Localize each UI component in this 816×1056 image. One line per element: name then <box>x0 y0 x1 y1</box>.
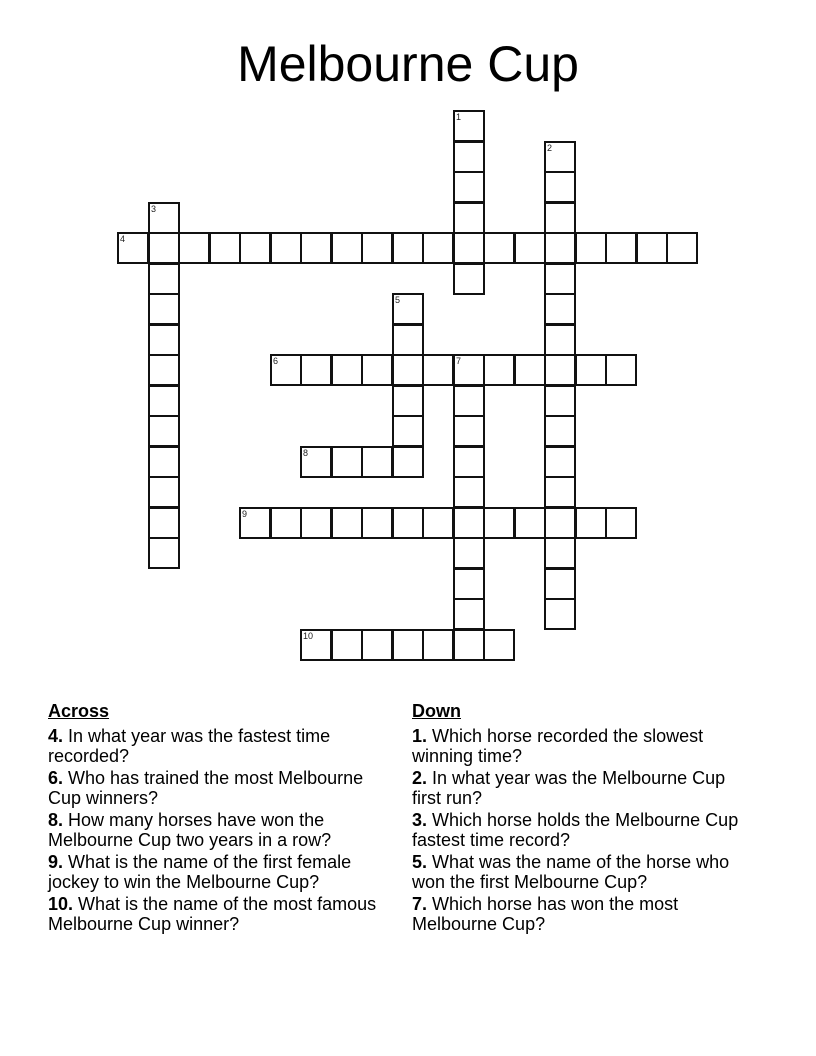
clue-down-3 <box>412 810 757 850</box>
grid-cell[interactable] <box>148 385 180 417</box>
clue-down-5 <box>412 852 757 892</box>
crossword-grid <box>117 110 702 670</box>
grid-cell[interactable] <box>453 415 485 447</box>
grid-cell[interactable] <box>148 537 180 569</box>
grid-cell[interactable] <box>514 507 546 539</box>
grid-cell[interactable] <box>148 263 180 295</box>
grid-cell[interactable] <box>483 629 515 661</box>
grid-cell[interactable] <box>392 629 424 661</box>
grid-cell[interactable] <box>361 507 393 539</box>
grid-cell[interactable] <box>453 385 485 417</box>
grid-cell[interactable] <box>575 232 607 264</box>
clue-number: 4. <box>48 726 64 746</box>
grid-cell[interactable] <box>544 141 576 173</box>
grid-cell[interactable] <box>453 476 485 508</box>
grid-cell[interactable] <box>544 476 576 508</box>
grid-cell[interactable] <box>392 385 424 417</box>
grid-cell[interactable] <box>392 232 424 264</box>
grid-cell[interactable] <box>422 507 454 539</box>
grid-cell[interactable] <box>331 232 363 264</box>
grid-cell[interactable] <box>148 476 180 508</box>
grid-cell[interactable] <box>392 354 424 386</box>
down-clues <box>412 700 757 936</box>
grid-cell[interactable] <box>544 537 576 569</box>
grid-cell[interactable] <box>270 232 302 264</box>
clue-across-6 <box>48 768 383 808</box>
clue-number: 2. <box>412 768 428 788</box>
grid-cell[interactable] <box>148 446 180 478</box>
grid-cell[interactable] <box>300 232 332 264</box>
down-heading: Down <box>412 701 461 721</box>
clue-across-10 <box>48 894 383 934</box>
grid-cell[interactable] <box>361 354 393 386</box>
grid-cell[interactable] <box>453 202 485 234</box>
grid-cell[interactable] <box>331 507 363 539</box>
grid-cell[interactable] <box>453 141 485 173</box>
clue-text: Which horse recorded the slowest winning time? <box>412 726 704 766</box>
grid-cell[interactable] <box>544 385 576 417</box>
cell-number: 10 <box>303 631 314 641</box>
grid-cell[interactable] <box>544 415 576 447</box>
grid-cell[interactable] <box>209 232 241 264</box>
grid-cell[interactable] <box>453 568 485 600</box>
across-heading: Across <box>48 701 110 721</box>
grid-cell[interactable] <box>544 324 576 356</box>
grid-cell[interactable] <box>239 507 271 539</box>
grid-cell[interactable] <box>453 598 485 630</box>
grid-cell[interactable] <box>514 354 546 386</box>
grid-cell[interactable] <box>148 293 180 325</box>
grid-cell[interactable] <box>422 629 454 661</box>
cell-number: 9 <box>242 509 248 519</box>
grid-cell[interactable] <box>453 507 485 539</box>
clue-text: Which horse has won the most Melbourne Cup? <box>412 894 679 934</box>
clue-across-4 <box>48 726 383 766</box>
clue-text: How many horses have won the Melbourne Cup two years in a row? <box>48 810 332 850</box>
grid-cell[interactable] <box>544 598 576 630</box>
grid-cell[interactable] <box>148 415 180 447</box>
cell-number: 8 <box>303 448 309 458</box>
clue-down-2 <box>412 768 757 808</box>
grid-cell[interactable] <box>148 324 180 356</box>
grid-cell[interactable] <box>331 629 363 661</box>
clue-number: 1. <box>412 726 428 746</box>
grid-cell[interactable] <box>148 354 180 386</box>
clue-text: What is the name of the most famous Melbourne Cup winner? <box>48 894 377 934</box>
clue-number: 7. <box>412 894 428 914</box>
clue-across-9 <box>48 852 383 892</box>
grid-cell[interactable] <box>453 446 485 478</box>
grid-cell[interactable] <box>361 629 393 661</box>
grid-cell[interactable] <box>300 354 332 386</box>
grid-cell[interactable] <box>392 446 424 478</box>
clue-text: What was the name of the horse who won the first Melbourne Cup? <box>412 852 730 892</box>
clue-text: In what year was the fastest time recorded? <box>48 726 331 766</box>
page-title: Melbourne Cup <box>237 36 579 92</box>
grid-cell[interactable] <box>300 446 332 478</box>
grid-cell[interactable] <box>392 293 424 325</box>
grid-cell[interactable] <box>270 354 302 386</box>
cell-number: 4 <box>120 234 126 244</box>
grid-cell[interactable] <box>300 507 332 539</box>
grid-cell[interactable] <box>483 232 515 264</box>
clue-down-7 <box>412 894 757 934</box>
grid-cell[interactable] <box>117 232 149 264</box>
grid-cell[interactable] <box>453 110 485 142</box>
grid-cell[interactable] <box>544 354 576 386</box>
cell-number: 2 <box>547 143 553 153</box>
grid-cell[interactable] <box>575 354 607 386</box>
clue-text: Which horse holds the Melbourne Cup fastest time record? <box>412 810 739 850</box>
clue-number: 3. <box>412 810 428 830</box>
grid-cell[interactable] <box>483 507 515 539</box>
grid-cell[interactable] <box>453 629 485 661</box>
grid-cell[interactable] <box>544 568 576 600</box>
grid-cell[interactable] <box>544 293 576 325</box>
cell-number: 7 <box>456 356 462 366</box>
cell-number: 1 <box>456 112 462 122</box>
grid-cell[interactable] <box>300 629 332 661</box>
clue-number: 6. <box>48 768 64 788</box>
grid-cell[interactable] <box>544 263 576 295</box>
grid-cell[interactable] <box>453 354 485 386</box>
grid-cell[interactable] <box>605 354 637 386</box>
grid-cell[interactable] <box>422 232 454 264</box>
grid-cell[interactable] <box>270 507 302 539</box>
clue-text: What is the name of the first female jockey to win the Melbourne Cup? <box>48 852 352 892</box>
grid-cell[interactable] <box>392 415 424 447</box>
grid-cell[interactable] <box>544 171 576 203</box>
grid-cell[interactable] <box>392 507 424 539</box>
grid-cell[interactable] <box>544 202 576 234</box>
grid-cell[interactable] <box>636 232 668 264</box>
clue-text: Who has trained the most Melbourne Cup winners? <box>48 768 364 808</box>
cell-number: 5 <box>395 295 401 305</box>
grid-cell[interactable] <box>361 232 393 264</box>
clue-down-1 <box>412 726 757 766</box>
grid-cell[interactable] <box>453 171 485 203</box>
clue-number: 9. <box>48 852 64 872</box>
grid-cell[interactable] <box>483 354 515 386</box>
grid-cell[interactable] <box>422 354 454 386</box>
grid-cell[interactable] <box>544 507 576 539</box>
clue-number: 10. <box>48 894 74 914</box>
grid-cell[interactable] <box>148 202 180 234</box>
grid-cell[interactable] <box>239 232 271 264</box>
clue-across-8 <box>48 810 383 850</box>
grid-cell[interactable] <box>544 446 576 478</box>
cell-number: 6 <box>273 356 279 366</box>
cell-number: 3 <box>151 204 157 214</box>
clue-text: In what year was the Melbourne Cup first run? <box>412 768 726 808</box>
grid-cell[interactable] <box>392 324 424 356</box>
grid-cell[interactable] <box>514 232 546 264</box>
grid-cell[interactable] <box>148 507 180 539</box>
grid-cell[interactable] <box>453 537 485 569</box>
across-clues <box>48 700 383 936</box>
grid-cell[interactable] <box>605 507 637 539</box>
grid-cell[interactable] <box>605 232 637 264</box>
grid-cell[interactable] <box>575 507 607 539</box>
grid-cell[interactable] <box>453 232 485 264</box>
grid-cell[interactable] <box>666 232 698 264</box>
grid-cell[interactable] <box>361 446 393 478</box>
grid-cell[interactable] <box>544 232 576 264</box>
grid-cell[interactable] <box>453 263 485 295</box>
clue-number: 8. <box>48 810 64 830</box>
grid-cell[interactable] <box>331 354 363 386</box>
grid-cell[interactable] <box>148 232 180 264</box>
clue-number: 5. <box>412 852 428 872</box>
grid-cell[interactable] <box>331 446 363 478</box>
grid-cell[interactable] <box>178 232 210 264</box>
